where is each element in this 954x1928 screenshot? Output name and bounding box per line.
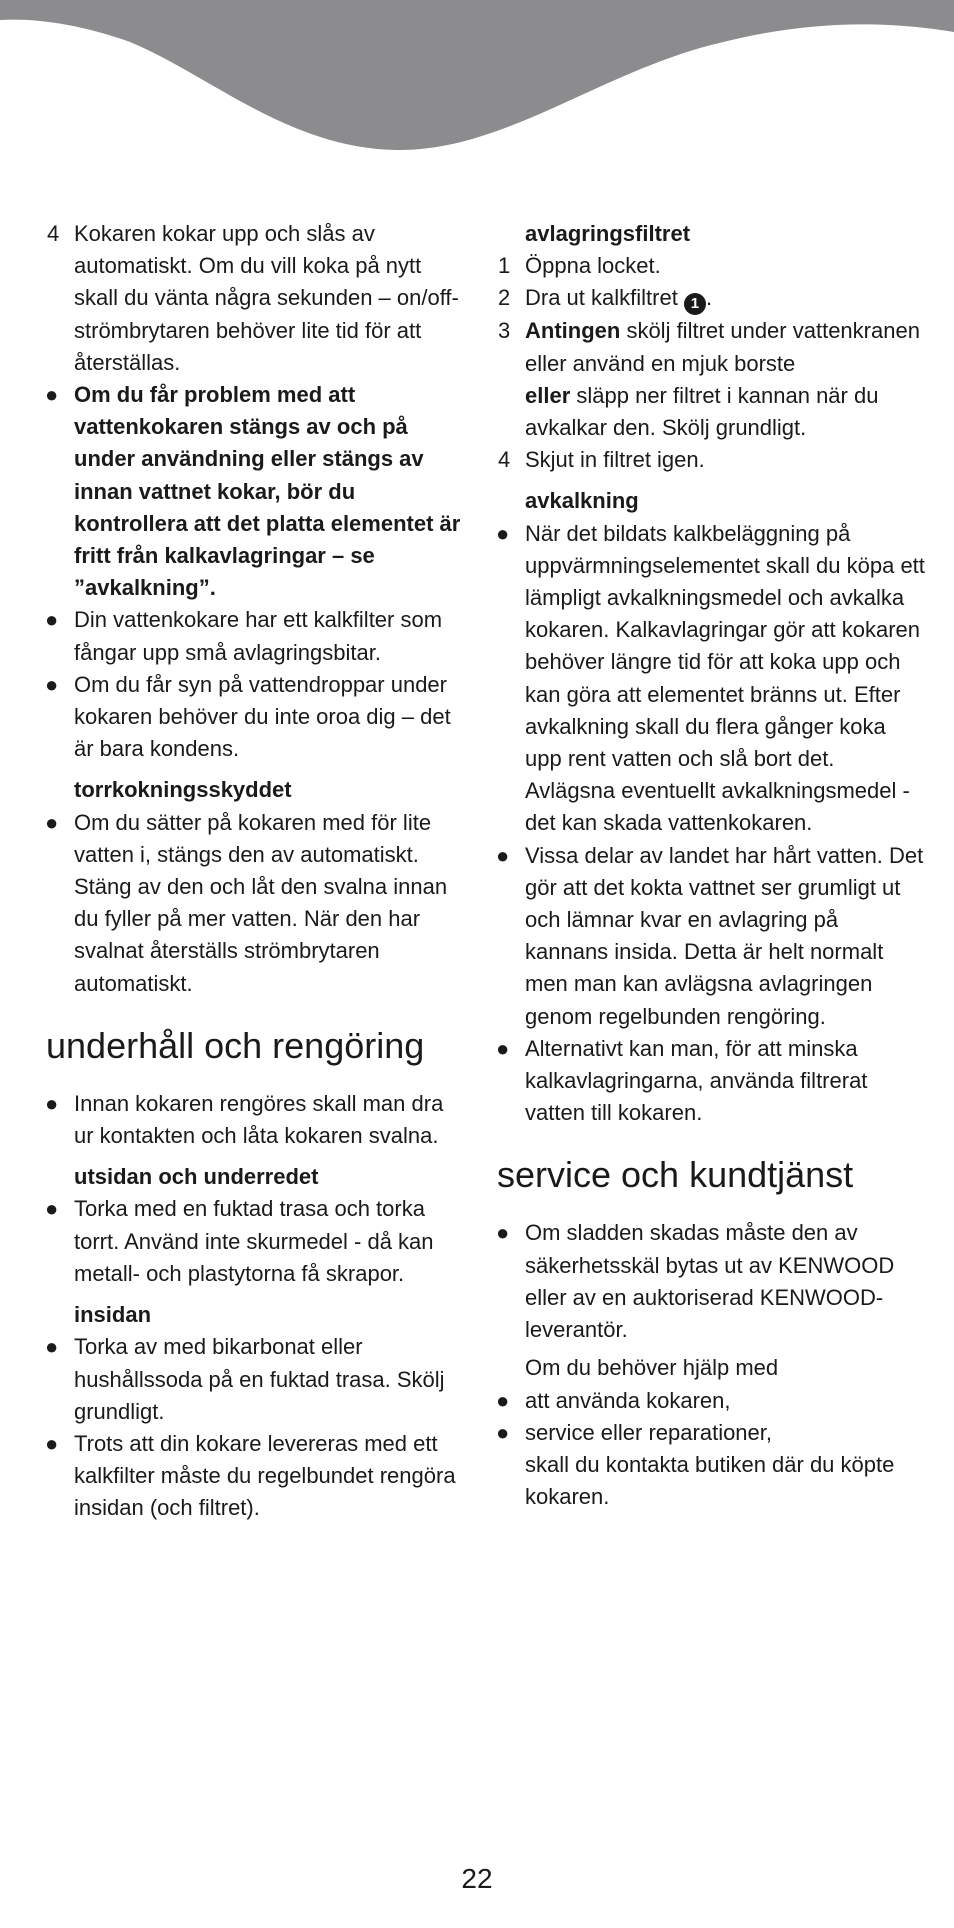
subheading-descale: avkalkning [525, 488, 639, 514]
step-text: Kokaren kokar upp och slås av automatiskt. Om du vill koka på nytt skall du vänta några sekunden – on/off-strömbrytaren behöver lite tid för att återställas. [74, 221, 459, 375]
step-number: 2 [498, 285, 511, 311]
list-item [497, 1033, 927, 1130]
step-emphasis: eller [525, 382, 571, 408]
header-wave [0, 0, 954, 160]
step-emphasis: Antingen [525, 318, 621, 344]
step-text: släpp ner filtret i kannan när du avkalkar den. Skölj grundligt. [525, 382, 879, 441]
step-text: skölj filtret under vattenkranen eller använd en mjuk borste [525, 318, 920, 376]
list-item [497, 1385, 927, 1417]
list-item-text: Din vattenkokare har ett kalkfilter som fångar upp små avlagringsbitar. [74, 607, 443, 665]
bullet-icon: ● [45, 1196, 59, 1222]
list-item [497, 1417, 927, 1449]
list-item-text: Vissa delar av landet har hårt vatten. Det gör att det kokta vattnet ser grumligt ut och lämnar kvar en avlagring på kannans insida. Detta är helt normalt men man kan avlägsna avlagringen genom regelbunden rengöring. [525, 842, 924, 1029]
header-wave-shape [0, 0, 954, 150]
step-4 [497, 444, 927, 476]
help-outro: skall du kontakta butiken där du köpte kokaren. [525, 1451, 895, 1510]
step-text: Skjut in filtret igen. [525, 447, 705, 473]
subheading-inside: insidan [74, 1302, 152, 1328]
list-item [46, 669, 466, 766]
step-number: 4 [47, 221, 60, 246]
list-item [497, 1217, 927, 1346]
bullet-icon: ● [45, 809, 59, 835]
list-item-text: När det bildats kalkbeläggning på uppvärmningselementet skall du köpa ett lämpligt avkalkningsmedel och avkalka kokaren. Kalkavlagringar gör att kokaren behöver längre tid för att koka upp och kan göra att elementet bränns ut. Efter avkalkning skall du flera gånger koka upp rent vatten och slå bort det. Avlägsna eventuellt avkalkningsmedel - det kan skada vattenkokaren. [525, 520, 925, 836]
list-item [46, 1088, 466, 1152]
figure-reference-icon: 1 [684, 293, 706, 315]
list-item [497, 840, 927, 1033]
list-item-text: Alternativt kan man, för att minska kalkavlagringarna, använda filtrerat vatten till kokaren. [525, 1035, 868, 1126]
step-number: 3 [498, 318, 511, 344]
bullet-icon: ● [496, 1220, 510, 1246]
subheading-filter: avlagringsfiltret [525, 221, 691, 246]
bullet-icon: ● [496, 1419, 510, 1445]
step-2 [497, 282, 927, 315]
step-1 [497, 250, 927, 282]
section-title-service: service och kundtjänst [497, 1154, 854, 1196]
step-text: Öppna locket. [525, 253, 661, 279]
bullet-icon: ● [45, 382, 59, 408]
list-item-text: service eller reparationer, [525, 1419, 773, 1445]
list-item-text: Om du får syn på vattendroppar under kokaren behöver du inte oroa dig – det är bara kondens. [74, 671, 451, 762]
left-column [46, 218, 466, 1525]
step-text-end: . [705, 285, 713, 311]
bullet-icon: ● [45, 1430, 59, 1456]
section-title-care: underhåll och rengöring [46, 1024, 425, 1066]
page-number: 22 [461, 1863, 493, 1894]
subheading-torrkokning: torrkokningsskyddet [74, 777, 292, 803]
right-column [497, 218, 927, 1513]
step-3 [497, 315, 927, 444]
list-item-text: Torka av med bikarbonat eller hushållssoda på en fuktad trasa. Skölj grundligt. [74, 1334, 445, 1424]
list-item-text: Trots att din kokare levereras med ett kalkfilter måste du regelbundet rengöra insidan (och filtret). [74, 1430, 456, 1521]
subheading-outside: utsidan och underredet [74, 1164, 319, 1190]
bullet-icon: ● [45, 1334, 59, 1360]
bullet-icon: ● [496, 1387, 510, 1413]
list-item-text: att använda kokaren, [525, 1387, 731, 1413]
list-item [46, 807, 466, 1000]
list-item-text: Om sladden skadas måste den av säkerhetsskäl bytas ut av KENWOOD eller av en auktoriserad KENWOOD-leverantör. [525, 1220, 895, 1343]
list-item [46, 379, 466, 604]
list-item-text: Innan kokaren rengöres skall man dra ur kontakten och låta kokaren svalna. [74, 1090, 444, 1149]
warning-text: Om du får problem med att vattenkokaren stängs av och på under användning eller stängs av innan vattnet kokar, bör du kontrollera att det platta elementet är fritt från kalkavlagringar – se ”avkalkning”. [74, 382, 461, 601]
help-intro: Om du behöver hjälp med [525, 1355, 779, 1381]
bullet-icon: ● [496, 1035, 510, 1061]
step-number: 1 [498, 253, 511, 279]
list-item-text: Torka med en fuktad trasa och torka torrt. Använd inte skurmedel - då kan metall- och plastytorna få skrapor. [74, 1196, 434, 1286]
list-item [497, 518, 927, 840]
step-4 [46, 218, 466, 379]
bullet-icon: ● [45, 607, 59, 633]
list-item-text: Om du sätter på kokaren med för lite vatten i, stängs den av automatiskt. Stäng av den och låt den svalna innan du fyller på mer vatten. När den har svalnat återställs strömbrytaren automatiskt. [74, 809, 448, 996]
step-text: Dra ut kalkfiltret [525, 285, 678, 311]
bullet-icon: ● [45, 1090, 59, 1116]
list-item [46, 1428, 466, 1525]
bullet-icon: ● [45, 671, 59, 697]
list-item [46, 604, 466, 668]
step-number: 4 [498, 447, 511, 473]
bullet-icon: ● [496, 842, 510, 868]
list-item [46, 1193, 466, 1290]
bullet-icon: ● [496, 520, 510, 546]
list-item [46, 1331, 466, 1428]
